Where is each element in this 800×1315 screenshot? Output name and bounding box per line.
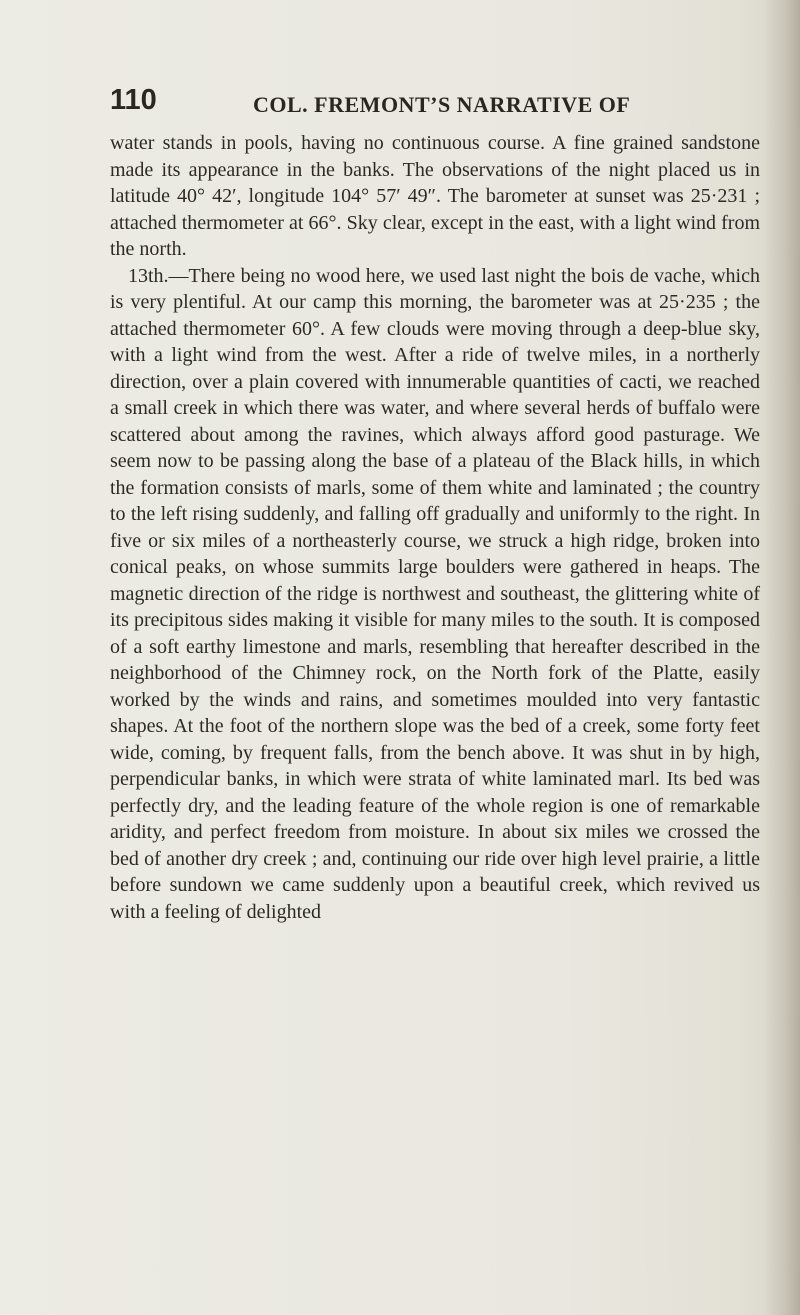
page-edge-shadow: [764, 0, 800, 1315]
page-number: 110: [110, 84, 157, 116]
page-header: [110, 84, 670, 124]
paragraph-continuation: water stands in pools, having no continuous course. A fine grained sandstone made its appearance in the banks. The observations of the night placed us in latitude 40° 42′, longitude 104° 57′ 49″. The barometer at sunset was 25·231 ; attached thermometer at 66°. Sky clear, except in the east, with a light wind from the north.: [110, 132, 760, 260]
running-head: COL. FREMONT’S NARRATIVE OF: [253, 92, 631, 117]
paragraph-13th: 13th.—There being no wood here, we used last night the bois de vache, which is very plentiful. At our camp this morning, the barometer was at 25·235 ; the attached thermometer 60°. A few clouds were moving through a deep-blue sky, with a light wind from the west. After a ride of twelve miles, in a northerly direction, over a plain covered with innumerable quantities of cacti, we reached a small creek in which there was water, and where several herds of buffalo were scattered about among the ravines, which always afford good pasturage. We seem now to be passing along the base of a plateau of the Black hills, in which the formation consists of marls, some of them white and laminated ; the country to the left rising suddenly, and falling off gradually and uniformly to the right. In five or six miles of a northeasterly course, we struck a high ridge, broken into conical peaks, on whose summits large boulders were gathered in heaps. The magnetic direction of the ridge is northwest and southeast, the glittering white of its precipitous sides making it visible for many miles to the south. It is composed of a soft earthy limestone and marls, resembling that hereafter described in the neighborhood of the Chimney rock, on the North fork of the Platte, easily worked by the winds and rains, and sometimes moulded into very fantastic shapes. At the foot of the northern slope was the bed of a creek, some forty feet wide, coming, by frequent falls, from the bench above. It was shut in by high, perpendicular banks, in which were strata of white laminated marl. Its bed was perfectly dry, and the leading feature of the whole region is one of remarkable aridity, and perfect freedom from moisture. In about six miles we crossed the bed of another dry creek ; and, continuing our ride over high level prairie, a little before sundown we came suddenly upon a beautiful creek, which revived us with a feeling of delighted: [110, 264, 760, 923]
body-text: [110, 130, 760, 925]
